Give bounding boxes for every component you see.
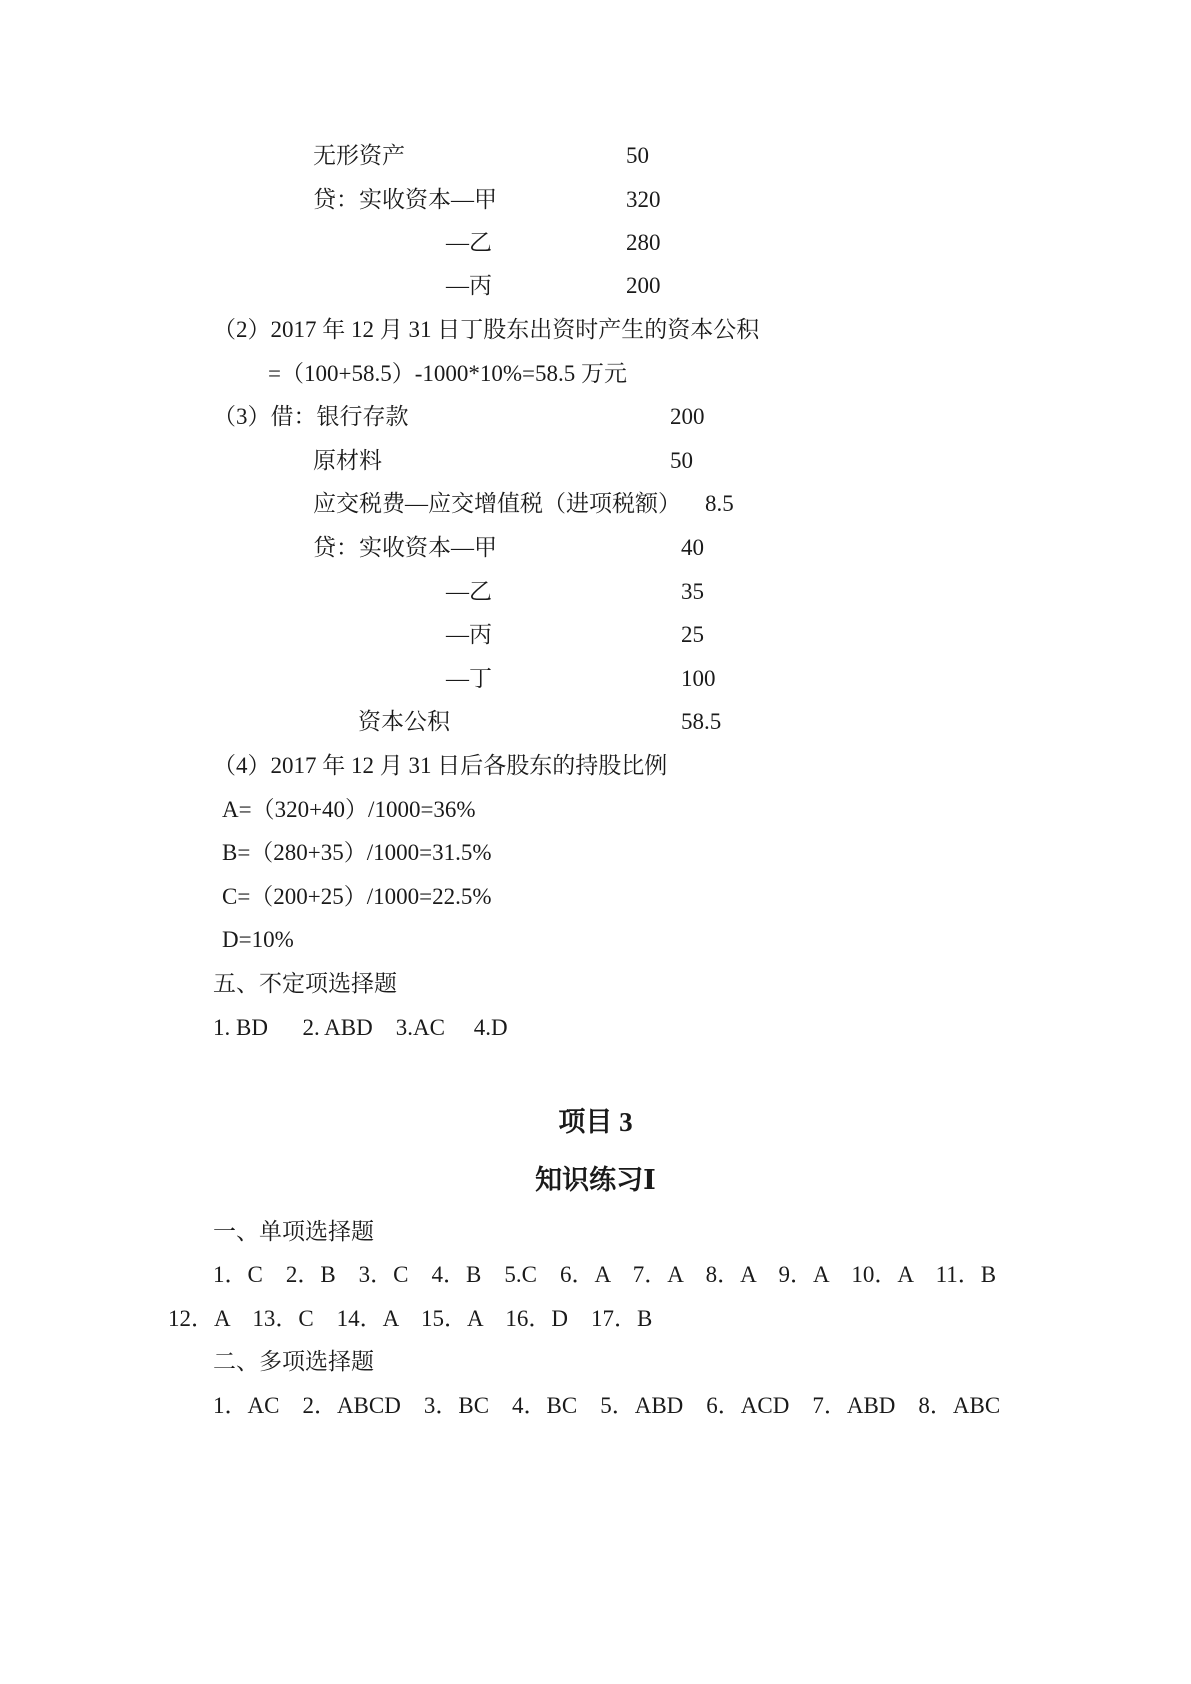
q4-line-b: B=（280+35）/1000=31.5% — [222, 840, 492, 865]
q3-capital-reserve-label: 资本公积 — [358, 709, 450, 734]
project3-subheading: 知识练习Ⅰ — [535, 1165, 656, 1195]
q3-debit-bank-amount: 200 — [670, 404, 705, 429]
credit-paid-in-capital-b-label: —乙 — [446, 230, 492, 255]
q3-credit-a-amount: 40 — [681, 535, 704, 560]
credit-paid-in-capital-a-label: 贷：实收资本—甲 — [313, 187, 497, 212]
credit-paid-in-capital-a-amount: 320 — [626, 187, 661, 212]
credit-paid-in-capital-b-amount: 280 — [626, 230, 661, 255]
credit-paid-in-capital-c-label: —丙 — [446, 273, 492, 298]
q3-credit-c-label: —丙 — [446, 622, 492, 647]
q4-title: （4）2017 年 12 月 31 日后各股东的持股比例 — [213, 753, 668, 778]
q3-capital-reserve-amount: 58.5 — [681, 709, 722, 734]
intangible-assets-amount: 50 — [626, 143, 649, 168]
multi-choice-answers-line1: 1．AC 2．ABCD 3．BC 4．BC 5．ABD 6．ACD 7．ABD 8．ABC — [213, 1393, 1001, 1418]
project3-heading: 项目 3 — [558, 1107, 633, 1137]
q3-tax-amount: 8.5 — [705, 491, 734, 516]
q3-credit-c-amount: 25 — [681, 622, 704, 647]
single-choice-title: 一、单项选择题 — [213, 1219, 374, 1244]
q3-tax-label: 应交税费—应交增值税（进项税额） — [313, 491, 681, 516]
q3-credit-b-amount: 35 — [681, 579, 704, 604]
q3-credit-a-label: 贷：实收资本—甲 — [313, 535, 497, 560]
q3-credit-d-label: —丁 — [446, 666, 492, 691]
section5-title: 五、不定项选择题 — [213, 971, 397, 996]
q3-raw-material-label: 原材料 — [313, 448, 382, 473]
section5-answers: 1. BD 2. ABD 3.AC 4.D — [213, 1015, 508, 1040]
q2-title: （2）2017 年 12 月 31 日丁股东出资时产生的资本公积 — [213, 317, 760, 342]
q3-debit-bank-label: （3）借：银行存款 — [213, 404, 409, 429]
intangible-assets-label: 无形资产 — [313, 143, 405, 168]
multi-choice-title: 二、多项选择题 — [213, 1349, 374, 1374]
q4-line-c: C=（200+25）/1000=22.5% — [222, 884, 492, 909]
q3-credit-d-amount: 100 — [681, 666, 716, 691]
q4-line-d: D=10% — [222, 927, 294, 952]
single-choice-answers-line2: 12．A 13．C 14．A 15．A 16．D 17．B — [168, 1306, 653, 1331]
q3-raw-material-amount: 50 — [670, 448, 693, 473]
credit-paid-in-capital-c-amount: 200 — [626, 273, 661, 298]
q2-formula: =（100+58.5）-1000*10%=58.5 万元 — [268, 361, 627, 386]
single-choice-answers-line1: 1．C 2．B 3．C 4．B 5.C 6．A 7．A 8．A 9．A 10．A 11．B — [213, 1262, 997, 1287]
q3-credit-b-label: —乙 — [446, 579, 492, 604]
q4-line-a: A=（320+40）/1000=36% — [222, 797, 476, 822]
